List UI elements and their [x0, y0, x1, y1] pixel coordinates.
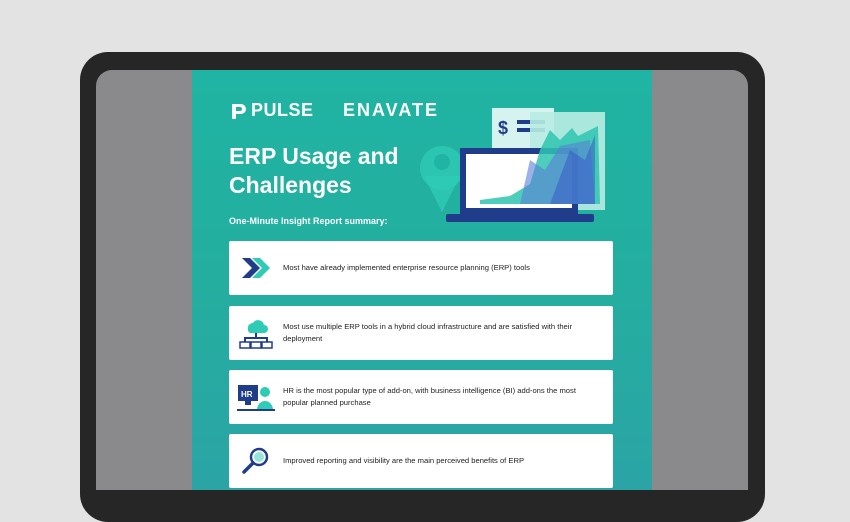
finding-card-2 [229, 306, 613, 360]
finding-card-3 [229, 370, 613, 424]
laptop-finance-chart-icon [420, 100, 620, 230]
finding-text-2: Most use multiple ERP tools in a hybrid cloud infrastructure and are satisfied with their deployment [283, 322, 572, 343]
hr-label: HR [241, 390, 253, 399]
cloud-network-icon [239, 317, 273, 349]
report-subtitle: One-Minute Insight Report summary: [229, 216, 388, 226]
pulse-logo-text: PULSE [251, 100, 314, 120]
pulse-logo [229, 100, 314, 121]
report-title: ERP Usage and Challenges [229, 143, 399, 198]
pulse-logo-icon [229, 102, 247, 120]
dollar-sign: $ [498, 118, 509, 138]
hr-person-icon [237, 382, 275, 412]
magnifier-icon [241, 446, 271, 476]
finding-text-4: Improved reporting and visibility are the main perceived benefits of ERP [283, 456, 525, 465]
finding-card-1 [229, 241, 613, 295]
enavate-logo: ENAVATE [343, 100, 440, 120]
finding-text-1: Most have already implemented enterprise resource planning (ERP) tools [283, 263, 530, 272]
double-chevron-icon [240, 256, 272, 280]
finding-card-4 [229, 434, 613, 488]
finding-text-3: HR is the most popular type of add-on, with business intelligence (BI) add-ons the most popular planned purchase [283, 386, 576, 407]
